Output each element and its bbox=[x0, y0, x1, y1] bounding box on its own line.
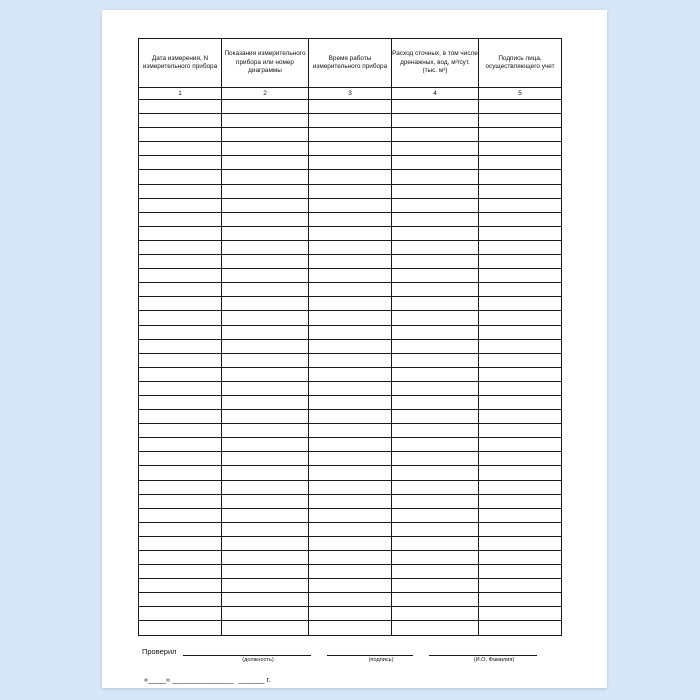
table-cell-empty[interactable] bbox=[392, 269, 479, 283]
table-cell-empty[interactable] bbox=[309, 170, 392, 184]
table-cell-empty[interactable] bbox=[479, 212, 562, 226]
table-row bbox=[139, 438, 562, 452]
table-cell-empty[interactable] bbox=[392, 536, 479, 550]
table-header-row bbox=[139, 39, 562, 88]
table-cell-empty[interactable] bbox=[309, 593, 392, 607]
table-cell-empty[interactable] bbox=[139, 508, 222, 522]
signature-block bbox=[138, 645, 556, 684]
table-cell-empty[interactable] bbox=[309, 480, 392, 494]
table-cell-empty[interactable] bbox=[139, 438, 222, 452]
table-cell-empty[interactable] bbox=[222, 565, 309, 579]
table-cell-empty[interactable] bbox=[479, 381, 562, 395]
table-cell-empty[interactable] bbox=[309, 424, 392, 438]
table-cell-empty[interactable] bbox=[222, 508, 309, 522]
table-cell-empty[interactable] bbox=[309, 367, 392, 381]
table-cell-empty[interactable] bbox=[222, 438, 309, 452]
table-cell-empty[interactable] bbox=[309, 198, 392, 212]
table-cell-empty[interactable] bbox=[309, 283, 392, 297]
table-cell-empty[interactable] bbox=[139, 381, 222, 395]
table-cell-empty[interactable] bbox=[222, 381, 309, 395]
table-cell-empty[interactable] bbox=[479, 128, 562, 142]
position-line[interactable] bbox=[183, 645, 311, 656]
table-cell-empty[interactable] bbox=[392, 156, 479, 170]
table-cell-empty[interactable] bbox=[139, 325, 222, 339]
table-cell-empty[interactable] bbox=[309, 536, 392, 550]
table-cell-empty[interactable] bbox=[139, 170, 222, 184]
table-cell-empty[interactable] bbox=[139, 579, 222, 593]
table-cell-empty[interactable] bbox=[309, 184, 392, 198]
table-cell-empty[interactable] bbox=[222, 240, 309, 254]
table-cell-empty[interactable] bbox=[222, 607, 309, 621]
table-cell-empty[interactable] bbox=[392, 353, 479, 367]
table-cell-empty[interactable] bbox=[479, 240, 562, 254]
table-cell-empty[interactable] bbox=[479, 198, 562, 212]
column-number-3: 3 bbox=[309, 88, 392, 100]
table-cell-empty[interactable] bbox=[222, 353, 309, 367]
table-cell-empty[interactable] bbox=[309, 339, 392, 353]
table-row bbox=[139, 565, 562, 579]
table-cell-empty[interactable] bbox=[222, 142, 309, 156]
date-line-text: «____» ______________ ______ г. bbox=[144, 674, 272, 684]
table-cell-empty[interactable] bbox=[392, 184, 479, 198]
table-cell-empty[interactable] bbox=[222, 269, 309, 283]
table-cell-empty[interactable] bbox=[479, 395, 562, 409]
table-cell-empty[interactable] bbox=[222, 579, 309, 593]
table-cell-empty[interactable] bbox=[392, 522, 479, 536]
table-cell-empty[interactable] bbox=[309, 381, 392, 395]
table-cell-empty[interactable] bbox=[309, 212, 392, 226]
table-row bbox=[139, 255, 562, 269]
table-cell-empty[interactable] bbox=[139, 353, 222, 367]
table-cell-empty[interactable] bbox=[392, 395, 479, 409]
table-cell-empty[interactable] bbox=[479, 283, 562, 297]
table-cell-empty[interactable] bbox=[309, 508, 392, 522]
table-cell-empty[interactable] bbox=[392, 114, 479, 128]
table-cell-empty[interactable] bbox=[479, 100, 562, 114]
table-cell-empty[interactable] bbox=[222, 466, 309, 480]
table-cell-empty[interactable] bbox=[139, 607, 222, 621]
table-cell-empty[interactable] bbox=[222, 480, 309, 494]
checked-by-label: Проверил bbox=[142, 646, 177, 656]
table-cell-empty[interactable] bbox=[479, 522, 562, 536]
table-row bbox=[139, 536, 562, 550]
table-cell-empty[interactable] bbox=[309, 255, 392, 269]
table-cell-empty[interactable] bbox=[222, 255, 309, 269]
table-cell-empty[interactable] bbox=[392, 226, 479, 240]
table-cell-empty[interactable] bbox=[139, 269, 222, 283]
column-header-worktime: Время работы измерительного прибора bbox=[309, 39, 392, 88]
table-cell-empty[interactable] bbox=[139, 283, 222, 297]
table-row bbox=[139, 593, 562, 607]
table-cell-empty[interactable] bbox=[392, 381, 479, 395]
table-cell-empty[interactable] bbox=[139, 142, 222, 156]
table-cell-empty[interactable] bbox=[139, 311, 222, 325]
table-cell-empty[interactable] bbox=[222, 452, 309, 466]
table-row bbox=[139, 522, 562, 536]
table-cell-empty[interactable] bbox=[309, 452, 392, 466]
table-row bbox=[139, 283, 562, 297]
table-cell-empty[interactable] bbox=[222, 424, 309, 438]
table-cell-empty[interactable] bbox=[479, 156, 562, 170]
table-row bbox=[139, 142, 562, 156]
table-cell-empty[interactable] bbox=[479, 494, 562, 508]
table-row bbox=[139, 339, 562, 353]
table-row bbox=[139, 424, 562, 438]
table-cell-empty[interactable] bbox=[309, 621, 392, 635]
table-row bbox=[139, 494, 562, 508]
table-cell-empty[interactable] bbox=[309, 410, 392, 424]
table-cell-empty[interactable] bbox=[392, 297, 479, 311]
table-cell-empty[interactable] bbox=[479, 184, 562, 198]
table-cell-empty[interactable] bbox=[479, 579, 562, 593]
table-row bbox=[139, 297, 562, 311]
signature-row bbox=[138, 645, 556, 656]
table-row bbox=[139, 184, 562, 198]
table-cell-empty[interactable] bbox=[309, 100, 392, 114]
table-cell-empty[interactable] bbox=[392, 621, 479, 635]
table-cell-empty[interactable] bbox=[392, 325, 479, 339]
column-number-5: 5 bbox=[479, 88, 562, 100]
table-cell-empty[interactable] bbox=[392, 452, 479, 466]
table-cell-empty[interactable] bbox=[309, 297, 392, 311]
table-cell-empty[interactable] bbox=[392, 100, 479, 114]
table-cell-empty[interactable] bbox=[222, 128, 309, 142]
table-cell-empty[interactable] bbox=[392, 480, 479, 494]
table-cell-empty[interactable] bbox=[392, 551, 479, 565]
caption-signature: (подпись) bbox=[368, 656, 394, 663]
table-cell-empty[interactable] bbox=[222, 536, 309, 550]
table-cell-empty[interactable] bbox=[222, 339, 309, 353]
table-row bbox=[139, 170, 562, 184]
table-cell-empty[interactable] bbox=[479, 353, 562, 367]
table-cell-empty[interactable] bbox=[309, 522, 392, 536]
table-cell-empty[interactable] bbox=[392, 198, 479, 212]
table-cell-empty[interactable] bbox=[139, 395, 222, 409]
column-header-signature: Подпись лица, осуществляющего учет bbox=[479, 39, 562, 88]
table-cell-empty[interactable] bbox=[222, 156, 309, 170]
table-row bbox=[139, 395, 562, 409]
table-cell-empty[interactable] bbox=[479, 410, 562, 424]
table-cell-empty[interactable] bbox=[309, 226, 392, 240]
table-cell-empty[interactable] bbox=[222, 198, 309, 212]
table-cell-empty[interactable] bbox=[392, 142, 479, 156]
table-cell-empty[interactable] bbox=[309, 579, 392, 593]
table-cell-empty[interactable] bbox=[392, 367, 479, 381]
table-row bbox=[139, 311, 562, 325]
table-cell-empty[interactable] bbox=[392, 283, 479, 297]
table-row bbox=[139, 353, 562, 367]
table-cell-empty[interactable] bbox=[392, 593, 479, 607]
table-cell-empty[interactable] bbox=[222, 283, 309, 297]
table-cell-empty[interactable] bbox=[309, 551, 392, 565]
table-cell-empty[interactable] bbox=[392, 311, 479, 325]
table-cell-empty[interactable] bbox=[479, 142, 562, 156]
caption-name: (И.О. Фамилия) bbox=[473, 656, 515, 663]
table-cell-empty[interactable] bbox=[309, 325, 392, 339]
document-content bbox=[138, 38, 566, 684]
table-cell-empty[interactable] bbox=[139, 536, 222, 550]
table-cell-empty[interactable] bbox=[222, 410, 309, 424]
table-cell-empty[interactable] bbox=[309, 128, 392, 142]
table-cell-empty[interactable] bbox=[479, 480, 562, 494]
table-row bbox=[139, 410, 562, 424]
table-cell-empty[interactable] bbox=[479, 438, 562, 452]
table-row bbox=[139, 381, 562, 395]
table-row bbox=[139, 508, 562, 522]
table-cell-empty[interactable] bbox=[139, 184, 222, 198]
table-cell-empty[interactable] bbox=[309, 240, 392, 254]
table-cell-empty[interactable] bbox=[309, 565, 392, 579]
table-cell-empty[interactable] bbox=[392, 494, 479, 508]
table-cell-empty[interactable] bbox=[222, 226, 309, 240]
table-cell-empty[interactable] bbox=[392, 128, 479, 142]
table-cell-empty[interactable] bbox=[392, 240, 479, 254]
table-row bbox=[139, 212, 562, 226]
column-header-readings: Показания измерительного прибора или номер диаграммы bbox=[222, 39, 309, 88]
table-row bbox=[139, 198, 562, 212]
table-cell-empty[interactable] bbox=[139, 114, 222, 128]
table-cell-empty[interactable] bbox=[222, 184, 309, 198]
table-row bbox=[139, 367, 562, 381]
table-cell-empty[interactable] bbox=[479, 565, 562, 579]
table-row bbox=[139, 551, 562, 565]
table-cell-empty[interactable] bbox=[479, 255, 562, 269]
table-row bbox=[139, 621, 562, 635]
table-cell-empty[interactable] bbox=[392, 339, 479, 353]
table-cell-empty[interactable] bbox=[309, 269, 392, 283]
table-cell-empty[interactable] bbox=[139, 424, 222, 438]
table-cell-empty[interactable] bbox=[392, 170, 479, 184]
table-row bbox=[139, 607, 562, 621]
table-cell-empty[interactable] bbox=[222, 395, 309, 409]
table-cell-empty[interactable] bbox=[139, 367, 222, 381]
table-cell-empty[interactable] bbox=[139, 198, 222, 212]
table-cell-empty[interactable] bbox=[479, 466, 562, 480]
table-cell-empty[interactable] bbox=[392, 255, 479, 269]
table-cell-empty[interactable] bbox=[139, 212, 222, 226]
table-row bbox=[139, 156, 562, 170]
table-cell-empty[interactable] bbox=[222, 311, 309, 325]
table-cell-empty[interactable] bbox=[479, 269, 562, 283]
table-cell-empty[interactable] bbox=[479, 297, 562, 311]
table-cell-empty[interactable] bbox=[139, 156, 222, 170]
table-cell-empty[interactable] bbox=[222, 114, 309, 128]
table-cell-empty[interactable] bbox=[139, 410, 222, 424]
table-row bbox=[139, 100, 562, 114]
table-cell-empty[interactable] bbox=[392, 212, 479, 226]
table-cell-empty[interactable] bbox=[139, 339, 222, 353]
table-cell-empty[interactable] bbox=[222, 522, 309, 536]
table-cell-empty[interactable] bbox=[139, 480, 222, 494]
table-cell-empty[interactable] bbox=[479, 536, 562, 550]
table-cell-empty[interactable] bbox=[222, 325, 309, 339]
date-line[interactable] bbox=[144, 675, 556, 684]
table-cell-empty[interactable] bbox=[222, 297, 309, 311]
table-cell-empty[interactable] bbox=[392, 438, 479, 452]
table-cell-empty[interactable] bbox=[392, 466, 479, 480]
column-number-2: 2 bbox=[222, 88, 309, 100]
table-cell-empty[interactable] bbox=[309, 156, 392, 170]
table-cell-empty[interactable] bbox=[139, 565, 222, 579]
table-row bbox=[139, 579, 562, 593]
table-cell-empty[interactable] bbox=[392, 565, 479, 579]
table-row bbox=[139, 128, 562, 142]
column-header-flow: Расход сточных, в том числе дренажных, вод, м³/сут. (тыс. м³) bbox=[392, 39, 479, 88]
table-cell-empty[interactable] bbox=[222, 212, 309, 226]
table-cell-empty[interactable] bbox=[139, 452, 222, 466]
table-cell-empty[interactable] bbox=[139, 494, 222, 508]
table-cell-empty[interactable] bbox=[309, 395, 392, 409]
table-row bbox=[139, 240, 562, 254]
table-cell-empty[interactable] bbox=[139, 128, 222, 142]
table-cell-empty[interactable] bbox=[479, 170, 562, 184]
table-cell-empty[interactable] bbox=[139, 240, 222, 254]
table-cell-empty[interactable] bbox=[139, 255, 222, 269]
table-cell-empty[interactable] bbox=[479, 226, 562, 240]
table-cell-empty[interactable] bbox=[479, 508, 562, 522]
table-cell-empty[interactable] bbox=[392, 508, 479, 522]
table-cell-empty[interactable] bbox=[309, 494, 392, 508]
signature-line[interactable] bbox=[327, 645, 413, 656]
column-number-1: 1 bbox=[139, 88, 222, 100]
table-cell-empty[interactable] bbox=[309, 114, 392, 128]
table-body bbox=[139, 100, 562, 636]
table-cell-empty[interactable] bbox=[222, 170, 309, 184]
table-cell-empty[interactable] bbox=[222, 367, 309, 381]
table-cell-empty[interactable] bbox=[479, 311, 562, 325]
table-cell-empty[interactable] bbox=[222, 494, 309, 508]
table-cell-empty[interactable] bbox=[479, 325, 562, 339]
table-cell-empty[interactable] bbox=[139, 551, 222, 565]
table-cell-empty[interactable] bbox=[309, 466, 392, 480]
table-cell-empty[interactable] bbox=[479, 339, 562, 353]
table-cell-empty[interactable] bbox=[479, 551, 562, 565]
table-cell-empty[interactable] bbox=[139, 593, 222, 607]
table-cell-empty[interactable] bbox=[392, 410, 479, 424]
table-cell-empty[interactable] bbox=[392, 579, 479, 593]
table-row bbox=[139, 466, 562, 480]
table-cell-empty[interactable] bbox=[139, 226, 222, 240]
table-cell-empty[interactable] bbox=[309, 438, 392, 452]
table-cell-empty[interactable] bbox=[222, 593, 309, 607]
table-cell-empty[interactable] bbox=[139, 522, 222, 536]
caption-position: (должность) bbox=[242, 656, 274, 663]
table-row bbox=[139, 114, 562, 128]
table-cell-empty[interactable] bbox=[392, 424, 479, 438]
table-number-row bbox=[139, 88, 562, 100]
table-cell-empty[interactable] bbox=[479, 424, 562, 438]
table-cell-empty[interactable] bbox=[139, 297, 222, 311]
table-cell-empty[interactable] bbox=[479, 452, 562, 466]
table-cell-empty[interactable] bbox=[479, 607, 562, 621]
document-page bbox=[102, 10, 607, 688]
table-cell-empty[interactable] bbox=[309, 607, 392, 621]
measurement-log-table bbox=[138, 38, 562, 636]
table-cell-empty[interactable] bbox=[309, 142, 392, 156]
table-row bbox=[139, 269, 562, 283]
table-cell-empty[interactable] bbox=[479, 621, 562, 635]
column-header-date: Дата измерения, N измерительного прибора bbox=[139, 39, 222, 88]
table-cell-empty[interactable] bbox=[222, 551, 309, 565]
table-row bbox=[139, 226, 562, 240]
table-cell-empty[interactable] bbox=[222, 621, 309, 635]
table-cell-empty[interactable] bbox=[222, 100, 309, 114]
table-cell-empty[interactable] bbox=[309, 353, 392, 367]
table-cell-empty[interactable] bbox=[139, 100, 222, 114]
table-row bbox=[139, 325, 562, 339]
table-cell-empty[interactable] bbox=[479, 114, 562, 128]
table-row bbox=[139, 480, 562, 494]
table-header bbox=[139, 39, 562, 100]
table-cell-empty[interactable] bbox=[479, 367, 562, 381]
table-cell-empty[interactable] bbox=[309, 311, 392, 325]
column-number-4: 4 bbox=[392, 88, 479, 100]
table-row bbox=[139, 452, 562, 466]
signature-captions bbox=[138, 657, 556, 663]
table-cell-empty[interactable] bbox=[392, 607, 479, 621]
table-cell-empty[interactable] bbox=[139, 466, 222, 480]
table-cell-empty[interactable] bbox=[139, 621, 222, 635]
table-cell-empty[interactable] bbox=[479, 593, 562, 607]
name-line[interactable] bbox=[429, 645, 537, 656]
